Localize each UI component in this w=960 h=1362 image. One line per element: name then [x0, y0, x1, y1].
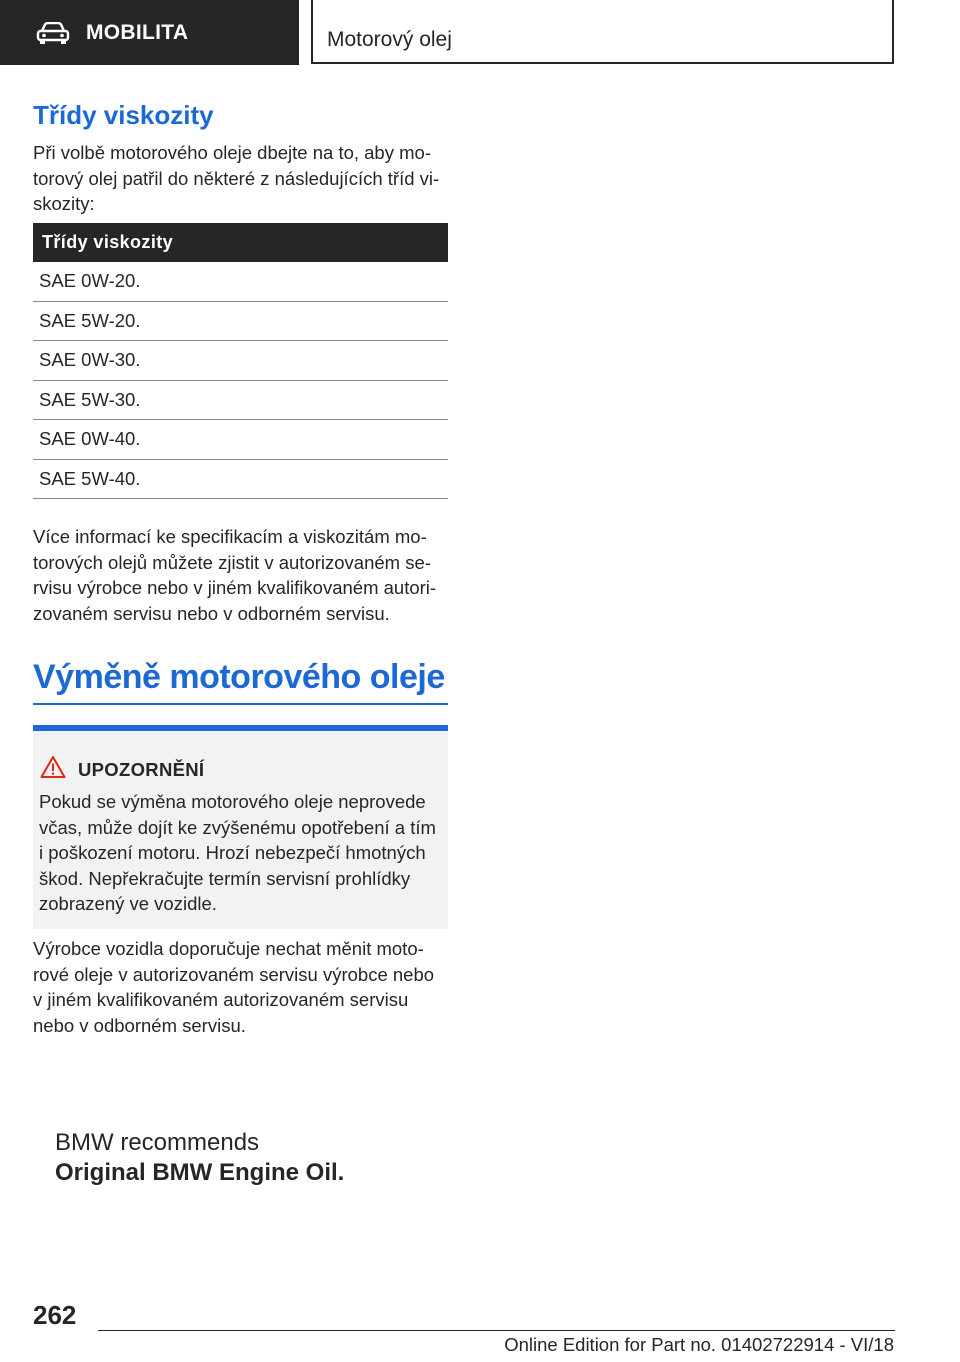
bmw-oil-ad [55, 1128, 344, 1188]
warning-box [33, 725, 448, 929]
edition-text: Online Edition for Part no. 01402722914 - VI/18 [504, 1334, 894, 1355]
warning-text: Pokud se výměna motorového oleje neprovede včas, může dojít ke zvýšenému opotřebení a tím i poškození motoru. Hrozí nebezpečí hmotných škod. Nepřekračujte termín servisní prohlídky zobrazený ve vozidle. [39, 791, 436, 914]
table-row: SAE 0W-40. [33, 420, 448, 460]
viscosity-table [33, 223, 448, 499]
table-row: SAE 0W-30. [33, 341, 448, 381]
heading-rule [33, 703, 448, 705]
viscosity-heading: Třídy viskozity [33, 100, 214, 130]
page-number: 262 [33, 1300, 77, 1330]
table-row: SAE 5W-20. [33, 302, 448, 342]
section-label: MOBILITA [86, 20, 189, 44]
warning-triangle-icon [40, 755, 66, 779]
table-header: Třídy viskozity [33, 223, 448, 262]
page-title-box [311, 0, 894, 64]
more-info-paragraph: Více informací ke specifikacím a viskozitám motorových olejů můžete zjistit v autorizovaném servisu výrobce nebo v jiném kvalifikovaném autorizovaném servisu nebo v odborném servisu. [33, 526, 437, 624]
table-row: SAE 5W-40. [33, 460, 448, 500]
recommendation-paragraph: Výrobce vozidla doporučuje nechat měnit motorové oleje v autorizovaném servisu výrobce nebo v jiném kvalifikovaném autorizovaném servisu nebo v odborném servisu. [33, 938, 435, 1036]
page-header [0, 0, 960, 66]
ad-line-1: BMW recommends [55, 1129, 260, 1156]
table-row: SAE 0W-20. [33, 262, 448, 302]
warning-title: UPOZORNĚNÍ [78, 759, 205, 780]
section-tab [0, 0, 299, 65]
footer-rule [98, 1330, 895, 1331]
page-title: Motorový olej [327, 28, 452, 51]
ad-line-2: Original BMW Engine Oil. [55, 1159, 345, 1186]
car-icon [36, 22, 70, 44]
oil-change-heading: Výměně motorového oleje [33, 658, 445, 696]
viscosity-intro: Při volbě motorového oleje dbejte na to, aby motorový olej patřil do některé z následujících tříd viskozity: [33, 142, 440, 214]
table-row: SAE 5W-30. [33, 381, 448, 421]
